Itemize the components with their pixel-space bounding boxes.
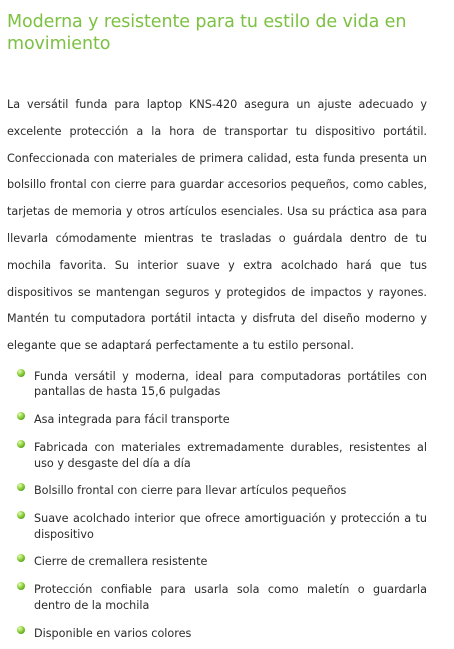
feature-text: Protección confiable para usarla sola como maletín o guardarla dentro de la mochila <box>34 583 427 612</box>
list-item <box>7 440 427 471</box>
page-title: Moderna y resistente para tu estilo de vida en movimiento <box>7 12 407 54</box>
list-item <box>7 511 427 542</box>
feature-text: Bolsillo frontal con cierre para llevar artículos pequeños <box>34 484 347 498</box>
bullet-icon <box>17 626 25 634</box>
feature-text: Fabricada con materiales extremadamente durables, resistentes al uso y desgaste del día a día <box>34 441 427 470</box>
feature-text: Cierre de cremallera resistente <box>34 555 208 569</box>
bullet-icon <box>17 554 25 562</box>
bullet-icon <box>17 582 25 590</box>
list-item <box>7 626 427 642</box>
feature-text: Funda versátil y moderna, ideal para computadoras portátiles con pantallas de hasta 15,6 pulgadas <box>34 369 427 399</box>
bullet-icon <box>17 369 25 377</box>
list-item <box>7 483 427 499</box>
product-description: La versátil funda para laptop KNS-420 asegura un ajuste adecuado y excelente protección a la hora de transportar tu dispositivo portátil. Confeccionada con materiales de primera calidad, esta funda presenta un bolsillo frontal con cierre para guardar accesorios pequeños, como cables, tarjetas de memoria y otros artículos esenciales. Usa su práctica asa para llevarla cómodamente mientras te trasladas o guárdala dentro de tu mochila favorita. Su interior suave y extra acolchado hará que tus dispositivos se mantengan seguros y protegidos de impactos y rayones. Mantén tu computadora portátil intacta y disfruta del diseño moderno y elegante que se adaptará perfectamente a tu estilo personal. <box>7 98 427 353</box>
bullet-icon <box>17 412 25 420</box>
bullet-icon <box>17 440 25 448</box>
list-item <box>7 369 427 400</box>
bullet-icon <box>17 483 25 491</box>
feature-text: Asa integrada para fácil transporte <box>34 413 230 427</box>
list-item <box>7 554 427 570</box>
list-item <box>7 582 427 613</box>
feature-text: Suave acolchado interior que ofrece amortiguación y protección a tu dispositivo <box>34 512 427 541</box>
list-item <box>7 412 427 428</box>
feature-text: Disponible en varios colores <box>34 626 192 640</box>
feature-list <box>7 369 427 641</box>
bullet-icon <box>17 511 25 519</box>
